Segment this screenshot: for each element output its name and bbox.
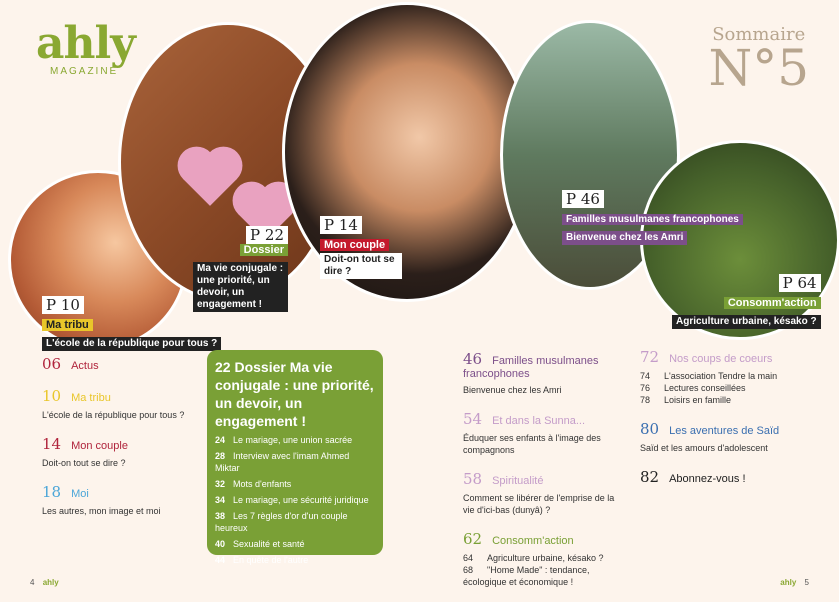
tag-description: Doit-on tout se dire ? (320, 253, 402, 279)
coups-item-num: 78 (640, 395, 651, 405)
coups-item-num: 74 (640, 371, 651, 381)
tag-description: Agriculture urbaine, késako ? (672, 315, 821, 329)
entry-number: 06 (42, 355, 62, 373)
tag-description: Ma vie conjugale : une priorité, un devoir, un engagement ! (193, 262, 288, 312)
entry-number: 58 (463, 470, 483, 488)
toc-entry[interactable] (42, 355, 202, 373)
entry-number: 82 (640, 468, 660, 486)
entry-title: Ma tribu (71, 392, 111, 404)
toc-entry[interactable] (640, 348, 820, 406)
toc-entry[interactable] (640, 420, 820, 454)
tag-category: Familles musulmanes francophones (562, 214, 743, 225)
tag-description: L'école de la république pour tous ? (42, 337, 221, 351)
dossier-item-num: 32 (215, 479, 226, 489)
sommaire-line1: Sommaire (712, 24, 806, 45)
entry-title: Spiritualité (492, 475, 544, 487)
entry-title: Abonnez-vous ! (669, 473, 746, 485)
dossier-item-title: Mots d'enfants (233, 479, 292, 489)
logo-word: ahly (36, 18, 135, 69)
consom-item[interactable] (463, 552, 623, 564)
dossier-heading: 22 Dossier Ma vie conjugale : une priorité, un devoir, un engagement ! (215, 359, 374, 429)
dossier-item[interactable] (215, 554, 375, 566)
entry-number: 18 (42, 483, 62, 501)
toc-entry[interactable] (463, 530, 623, 588)
tag-familles (562, 190, 743, 245)
coups-item[interactable] (640, 382, 820, 394)
dossier-item[interactable] (215, 450, 375, 474)
toc-entry[interactable] (640, 468, 820, 486)
dossier-item[interactable] (215, 434, 375, 446)
dossier-item-title: Interview avec l'imam Ahmed Miktar (215, 451, 350, 473)
sommaire-title (708, 24, 809, 97)
dossier-item-title: En quête de l'autre (233, 555, 309, 565)
coups-item-title: Lectures conseillées (664, 383, 746, 393)
entry-number: 14 (42, 435, 62, 453)
tag-page: P 46 (562, 190, 604, 208)
toc-entry[interactable] (463, 350, 623, 396)
dossier-item-title: Sexualité et santé (233, 539, 305, 549)
entry-subtitle: Éduquer ses enfants à l'image des compagnons (463, 433, 601, 455)
tag-page: P 10 (42, 296, 84, 314)
entry-subtitle: Les autres, mon image et moi (42, 506, 161, 516)
coups-item-title: Loisirs en famille (664, 395, 732, 405)
entry-subtitle: Bienvenue chez les Amri (463, 385, 562, 395)
consom-item-num: 68 (463, 565, 474, 575)
entry-title: Consomm'action (492, 535, 574, 547)
toc-right-column (640, 348, 820, 500)
dossier-item-title: Les 7 règles d'or d'un couple heureux (215, 511, 348, 533)
coups-item-title: L'association Tendre la main (664, 371, 778, 381)
dossier-item-num: 34 (215, 495, 226, 505)
dossier-item-title: Le mariage, une sécurité juridique (233, 495, 369, 505)
toc-middle-column (463, 350, 623, 602)
entry-title: Et dans la Sunna... (492, 415, 586, 427)
tag-category: Ma tribu (42, 319, 93, 331)
entry-title: Nos coups de coeurs (669, 353, 773, 365)
toc-entry[interactable] (42, 387, 202, 421)
tag-mon-couple (320, 216, 402, 279)
magazine-logo (36, 18, 135, 77)
logo-sub: MAGAZINE (50, 66, 119, 77)
dossier-item-num: 44 (215, 555, 226, 565)
coups-item-num: 76 (640, 383, 651, 393)
entry-title: Familles musulmanes francophones (463, 355, 599, 380)
entry-subtitle: L'école de la république pour tous ? (42, 410, 185, 420)
tag-consommaction (672, 274, 821, 329)
entry-number: 54 (463, 410, 483, 428)
consom-item-num: 64 (463, 553, 474, 563)
page-number-right: 5 (804, 578, 809, 587)
entry-number: 80 (640, 420, 660, 438)
dossier-item[interactable] (215, 510, 375, 534)
coups-item[interactable] (640, 394, 820, 406)
toc-entry[interactable] (42, 435, 202, 469)
consom-item-title: "Home Made" : tendance, écologique et économique ! (463, 565, 590, 587)
toc-entry[interactable] (463, 410, 623, 456)
toc-entry[interactable] (42, 483, 202, 517)
dossier-item-title: Le mariage, une union sacrée (233, 435, 353, 445)
tag-category: Mon couple (320, 239, 389, 251)
sommaire-number: N°5 (708, 39, 809, 97)
dossier-item-num: 38 (215, 511, 226, 521)
consom-item[interactable] (463, 564, 623, 588)
heart-shape (183, 152, 237, 206)
consom-item-title: Agriculture urbaine, késako ? (487, 553, 604, 563)
entry-title: Les aventures de Saïd (669, 425, 780, 437)
entry-title: Actus (71, 360, 99, 372)
dossier-box[interactable] (207, 350, 383, 565)
entry-title: Moi (71, 488, 89, 500)
dossier-item-num: 24 (215, 435, 226, 445)
entry-title: Mon couple (71, 440, 128, 452)
entry-subtitle: Doit-on tout se dire ? (42, 458, 126, 468)
toc-left-column (42, 355, 202, 531)
footer-logo-right: ahly (780, 578, 797, 587)
dossier-item[interactable] (215, 494, 375, 506)
coups-item[interactable] (640, 370, 820, 382)
tag-dossier (193, 226, 288, 312)
entry-number: 46 (463, 350, 483, 368)
tag-page: P 14 (320, 216, 362, 234)
entry-number: 10 (42, 387, 62, 405)
tag-category: Dossier (240, 244, 288, 256)
page-number-left: 4 (30, 578, 35, 587)
dossier-item[interactable] (215, 538, 375, 550)
tag-description: Bienvenue chez les Amri (562, 231, 687, 245)
entry-subtitle: Comment se libérer de l'emprise de la vie d'ici-bas (dunyâ) ? (463, 493, 615, 515)
tag-page: P 64 (779, 274, 821, 292)
toc-entry[interactable] (463, 470, 623, 516)
entry-number: 62 (463, 530, 483, 548)
entry-number: 72 (640, 348, 660, 366)
entry-subtitle: Saïd et les amours d'adolescent (640, 443, 768, 453)
tag-category: Consomm'action (724, 297, 821, 309)
footer-right (780, 578, 809, 587)
footer-logo-left: ahly (42, 578, 59, 587)
tag-page: P 22 (246, 226, 288, 244)
dossier-item-num: 28 (215, 451, 226, 461)
dossier-item[interactable] (215, 478, 375, 490)
footer-left (30, 578, 59, 587)
dossier-item-num: 40 (215, 539, 226, 549)
